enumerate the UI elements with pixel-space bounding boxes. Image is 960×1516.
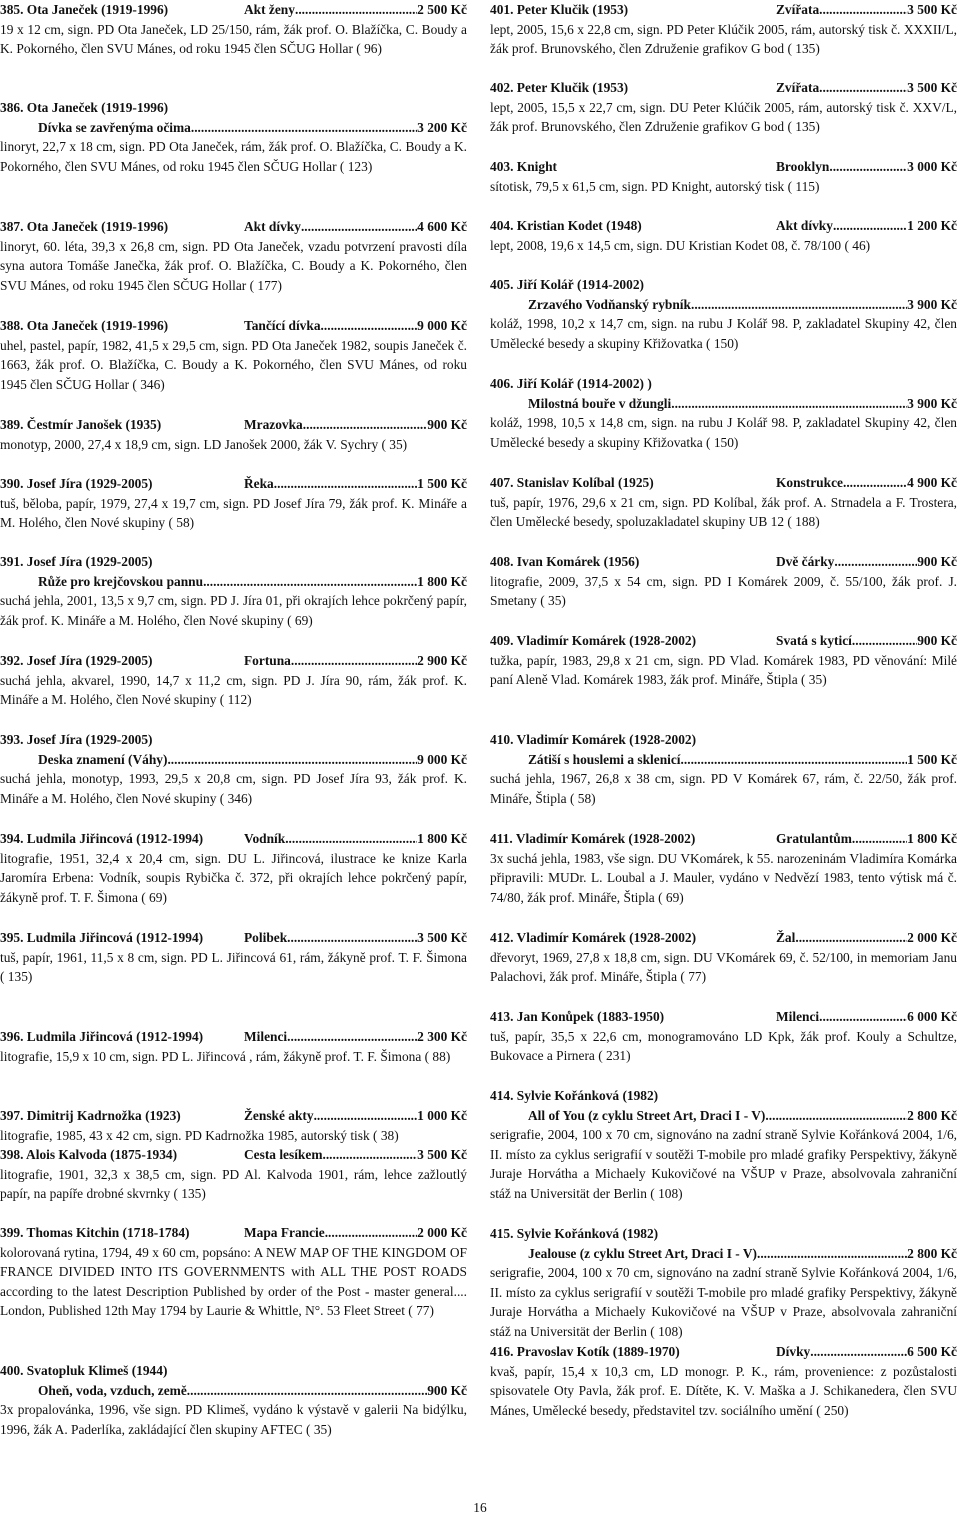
entry-header [490, 928, 957, 948]
price: 1 500 Kč [417, 476, 467, 491]
catalog-entry [490, 374, 957, 452]
leader-dots [314, 1106, 418, 1126]
artist-name: Vladimír Komárek (1928-2002) [516, 633, 697, 648]
entry-description: tuš, papír, 1961, 11,5 x 8 cm, sign. PD L. Jiřincová 61, rám, žákyně prof. T. F. Šimona ( 135) [0, 949, 467, 985]
entry-header [0, 928, 467, 948]
lot-number: 411. [490, 831, 513, 846]
artist-name: Kristian Kodet (1948) [516, 218, 642, 233]
entry-artist [0, 1145, 244, 1165]
catalog-entry [490, 473, 957, 532]
entry-description: litografie, 2009, 37,5 x 54 cm, sign. PD I Komárek 2009, č. 55/100, žák prof. J. Smetany ( 35) [490, 573, 957, 609]
leader-dots [671, 394, 907, 414]
artwork-title: Žal [776, 930, 796, 945]
leader-dots [321, 316, 418, 336]
lot-number: 406. [490, 376, 514, 391]
price: 2 500 Kč [417, 2, 467, 17]
artist-name: Jan Konůpek (1883-1950) [516, 1009, 665, 1024]
entry-description: 3x propalovánka, 1996, vše sign. PD Klimeš, vydáno k výstavě v galerii Na bidýlku, 1996, žák A. Paderlíka, zakládající člen skupiny AFTEC ( 35) [0, 1402, 467, 1437]
entry-header [0, 829, 467, 849]
catalog-entry [0, 415, 467, 454]
artist-name: Ludmila Jiřincová (1912-1994) [26, 831, 204, 846]
catalog-entry [0, 552, 467, 630]
price: 900 Kč [917, 554, 957, 569]
lot-number: 414. [490, 1088, 514, 1103]
leader-dots [795, 928, 907, 948]
artist-name: Peter Klučik (1953) [516, 80, 629, 95]
leader-dots [167, 750, 417, 770]
entry-description: sítotisk, 79,5 x 61,5 cm, sign. PD Knight, autorský tisk ( 115) [490, 178, 820, 194]
entry-description: monotyp, 2000, 27,4 x 18,9 cm, sign. LD Janošek 2000, žák V. Sychry ( 35) [0, 436, 408, 452]
price: 3 500 Kč [417, 930, 467, 945]
catalog-entry [0, 1223, 467, 1321]
artwork-title: All of You (z cyklu Street Art, Draci I - V) [528, 1107, 766, 1123]
catalog-entry [0, 316, 467, 394]
artwork-title: Oheň, voda, vzduch, země [38, 1382, 187, 1398]
leader-dots [833, 216, 907, 236]
catalog-entry [490, 1086, 957, 1204]
leader-dots [681, 750, 908, 770]
artist-name: Josef Jíra (1929-2005) [26, 653, 153, 668]
entry-title-line [490, 750, 957, 770]
lot-number: 386. [0, 100, 24, 115]
price: 1 800 Kč [907, 831, 957, 846]
entry-artist [490, 928, 776, 948]
catalog-entry [0, 651, 467, 710]
lot-number: 401. [490, 2, 514, 17]
entry-title-line [0, 118, 467, 138]
catalog-entry [490, 1342, 957, 1420]
price: 4 900 Kč [907, 475, 957, 490]
entry-artist [0, 829, 244, 849]
entry-description: lept, 2008, 19,6 x 14,5 cm, sign. DU Kristian Kodet 08, č. 78/100 ( 46) [490, 237, 871, 253]
price: 900 Kč [427, 417, 467, 432]
leader-dots [757, 1244, 907, 1264]
artwork-title: Zrzavého Vodňanský rybník [528, 296, 691, 312]
leader-dots [191, 118, 417, 138]
artwork-title: Tančící dívka [244, 318, 321, 333]
artwork-title: Konstrukce [776, 475, 843, 490]
lot-number: 403. [490, 159, 514, 174]
entry-title-line [0, 1381, 467, 1401]
entry-header [0, 217, 467, 237]
lot-number: 405. [490, 277, 514, 292]
entry-description: litografie, 1951, 32,4 x 20,4 cm, sign. DU L. Jiřincová, ilustrace ke knize Karla Jaromíra Erbena: Vodník, soupis Rybička č. 372, při okrajích lehce pokrčený papír, žákyně prof. T. F. Šimona ( 69) [0, 850, 467, 905]
entry-description: kolorovaná rytina, 1794, 49 x 60 cm, popsáno: A NEW MAP OF THE KINGDOM OF FRANCE DIVIDED INTO ITS GOVERNMENTS with ALL THE POST ROADS according to the latest Description Published by order of the Post - master general.... London, Published 12th May 1794 by Laurie & Whittle, N°. 53 Fleet Street ( 77) [0, 1244, 467, 1319]
leader-dots [303, 415, 427, 435]
price: 1 800 Kč [417, 573, 467, 589]
entry-header [490, 829, 957, 849]
catalog-entry [490, 928, 957, 987]
catalog-entry [490, 78, 957, 137]
entry-artist-line [0, 1361, 467, 1381]
entry-description: 3x suchá jehla, 1983, vše sign. DU VKomárek, k 55. narozeninám Vladimíra Komárka připravili: MUDr. L. Loubal a J. Mauler, vydáno v Nedvězí 1983, tento výtisk má č. 74/80, žák prof. Mináře, Štipla ( 69) [490, 850, 957, 905]
entry-artist [0, 0, 244, 20]
entry-title-line [0, 572, 467, 592]
artist-name: Vladimír Komárek (1928-2002) [516, 732, 697, 747]
entry-description: serigrafie, 2004, 100 x 70 cm, signováno na zadní straně Sylvie Kořánková 2004, 1/6, II. místo za cyklus serigrafií v soutěži T-mobile pro mladé grafiky Perspektivy, žákyně Juraje Horvátha a Michaely Kukovičové na VŠUP v Praze, absolvovala zahraniční stáž na Universität der Berlin ( 108) [490, 1127, 957, 1201]
leader-dots [322, 1145, 417, 1165]
entry-artist [490, 1342, 776, 1362]
entry-description: kvaš, papír, 15,4 x 10,3 cm, LD monogr. P. K., rám, provenience: z pozůstalosti spisovatele Oty Pavla, žák prof. E. Dítěte, K. V. Maška a J. Schikanedera, člen SVU Mánes, Umělecké besedy, představitel tzv. sociálního umění ( 250) [490, 1363, 957, 1418]
artwork-title: Brooklyn [776, 159, 830, 174]
entry-artist [490, 78, 776, 98]
artwork-title: Růže pro krejčovskou pannu [38, 573, 204, 589]
entry-artist-line [490, 1224, 957, 1244]
entry-header [490, 631, 957, 651]
entry-header [0, 474, 467, 494]
artist-name: Ota Janeček (1919-1996) [26, 2, 169, 17]
catalog-entry [490, 1007, 957, 1066]
artwork-title: Vodník [244, 831, 286, 846]
entry-header [0, 316, 467, 336]
entry-description: tuš, papír, 1976, 29,6 x 21 cm, sign. PD Kolíbal, žák prof. A. Strnadela a F. Trostera, člen Umělecké besedy, spoluzakladatel skupiny UB 12 ( 188) [490, 494, 957, 530]
leader-dots [852, 829, 907, 849]
entry-description: suchá jehla, monotyp, 1993, 29,5 x 20,8 cm, sign. PD Josef Jíra 93, žák prof. K. Mináře a M. Holého, člen Nové skupiny ( 346) [0, 771, 467, 806]
page-number: 16 [473, 1500, 487, 1515]
entry-description: suchá jehla, 2001, 13,5 x 9,7 cm, sign. PD J. Jíra 01, při okrajích lehce pokrčený papír, žák prof. K. Mináře a M. Holého, člen Nové skupiny ( 69) [0, 593, 467, 628]
catalog-entry [0, 829, 467, 907]
lot-number: 394. [0, 831, 24, 846]
artwork-title: Mrazovka [244, 417, 303, 432]
price: 1 800 Kč [417, 831, 467, 846]
entry-header [0, 1223, 467, 1243]
artist-name: Pravoslav Kotík (1889-1970) [516, 1344, 680, 1359]
artist-name: Ludmila Jiřincová (1912-1994) [26, 930, 204, 945]
leader-dots [301, 217, 417, 237]
entry-description: litografie, 15,9 x 10 cm, sign. PD L. Jiřincová , rám, žákyně prof. T. F. Šimona ( 88) [0, 1048, 451, 1064]
artwork-title: Mapa Francie [244, 1225, 325, 1240]
leader-dots [291, 651, 417, 671]
artist-name: Ivan Komárek (1956) [516, 554, 640, 569]
entry-description: koláž, 1998, 10,2 x 14,7 cm, sign. na rubu J Kolář 98. P, zakladatel Skupiny 42, člen Umělecké besedy a skupiny Křižovatka ( 150) [490, 316, 957, 351]
entry-artist [0, 1223, 244, 1243]
price: 9 000 Kč [417, 751, 467, 767]
lot-number: 390. [0, 476, 24, 491]
catalog-entry [0, 474, 467, 533]
entry-header [0, 0, 467, 20]
catalog-entry [0, 98, 467, 176]
leader-dots [765, 1106, 907, 1126]
entry-description: lept, 2005, 15,6 x 22,8 cm, sign. PD Peter Klúčik 2005, rám, autorský tisk č. XXXII/L, žák prof. Brunovského, člen Združenie grafikov G bod ( 135) [490, 21, 957, 57]
catalog-entry [490, 829, 957, 907]
artwork-title: Zvířata [776, 2, 820, 17]
leader-dots [810, 1342, 907, 1362]
lot-number: 391. [0, 554, 24, 569]
lot-number: 412. [490, 930, 514, 945]
entry-artist [490, 473, 776, 493]
lot-number: 402. [490, 80, 514, 95]
entry-header [490, 473, 957, 493]
leader-dots [287, 928, 417, 948]
price: 2 000 Kč [907, 930, 957, 945]
entry-description: tuš, běloba, papír, 1979, 27,4 x 19,7 cm, sign. PD Josef Jíra 79, žák prof. K. Mináře a M. Holého, člen Nové skupiny ( 58) [0, 495, 467, 531]
entry-description: uhel, pastel, papír, 1982, 41,5 x 29,5 cm, sign. PD Ota Janeček 1982, soupis Janeček č. 1663, žák prof. O. Blažíčka, C. Boudy a K. Pokorného, člen SVU Mánes, od roku 1945 člen SČUG Hollar ( 346) [0, 337, 467, 392]
catalog-entry [0, 928, 467, 987]
catalog-entry [0, 1145, 467, 1204]
lot-number: 387. [0, 219, 24, 234]
artwork-title: Dívka se zavřenýma očima [38, 119, 191, 135]
artwork-title: Jealouse (z cyklu Street Art, Draci I - V) [528, 1245, 757, 1261]
catalog-entry [490, 275, 957, 353]
artwork-title: Akt dívky [776, 218, 833, 233]
entry-artist [490, 216, 776, 236]
entry-description: serigrafie, 2004, 100 x 70 cm, signováno na zadní straně Sylvie Kořánková 2004, 1/6, II. místo za cyklus serigrafií v soutěži T-mobile pro mladé grafiky Perspektivy, žákyně Juraje Horvátha a Michaely Kukovičové na VŠUP v Praze, absolvovala zahraniční stáž na Universität der Berlin ( 108) [490, 1265, 957, 1339]
entry-description: suchá jehla, 1967, 26,8 x 38 cm, sign. PD V Komárek 67, rám, č. 22/50, žák prof. Mináře, Štipla ( 58) [490, 771, 957, 806]
entry-title-line [0, 750, 467, 770]
catalog-entry [0, 0, 467, 59]
artwork-title: Ženské akty [244, 1108, 314, 1123]
catalog-entry [0, 1027, 467, 1066]
artist-name: Knight [516, 159, 557, 174]
price: 3 900 Kč [907, 296, 957, 312]
entry-description: koláž, 1998, 10,5 x 14,8 cm, sign. na rubu J Kolář 98. P, zakladatel Skupiny 42, člen Umělecké besedy a skupiny Křižovatka ( 150) [490, 415, 957, 450]
entry-artist-line [490, 730, 957, 750]
artwork-title: Zvířata [776, 80, 820, 95]
entry-description: linoryt, 60. léta, 39,3 x 26,8 cm, sign. PD Ota Janeček, vzadu potvrzení pravosti díla syna autora Tomáše Janečka, žák prof. O. Blažíčka, C. Boudy a K. Pokorného, člen SVU Mánes, od roku 1945 člen SČUG Hollar ( 177) [0, 238, 467, 293]
catalog-entry [490, 730, 957, 808]
leader-dots [274, 474, 417, 494]
artwork-title: Akt ženy [244, 2, 295, 17]
price: 6 000 Kč [907, 1009, 957, 1024]
price: 900 Kč [427, 1382, 467, 1398]
leader-dots [187, 1381, 427, 1401]
leader-dots [295, 0, 417, 20]
entry-header [490, 0, 957, 20]
artist-name: Dimitrij Kadrnožka (1923) [26, 1108, 181, 1123]
artwork-title: Polibek [244, 930, 288, 945]
price: 3 500 Kč [417, 1147, 467, 1162]
artwork-title: Milenci [776, 1009, 820, 1024]
catalog-entry [490, 157, 957, 196]
entry-artist [490, 0, 776, 20]
leader-dots [819, 1007, 907, 1027]
leader-dots [203, 572, 417, 592]
entry-artist [0, 651, 244, 671]
entry-artist [0, 1106, 244, 1126]
artist-name: Josef Jíra (1929-2005) [26, 732, 153, 747]
artist-name: Vladimír Komárek (1928-2002) [515, 831, 696, 846]
entry-header [0, 1027, 467, 1047]
entry-header [0, 415, 467, 435]
entry-artist [0, 316, 244, 336]
catalog-entry [490, 631, 957, 690]
entry-artist-line [490, 374, 957, 394]
artist-name: Ota Janeček (1919-1996) [26, 318, 169, 333]
entry-artist [0, 928, 244, 948]
leader-dots [834, 552, 917, 572]
entry-artist [490, 1007, 776, 1027]
price: 3 500 Kč [907, 2, 957, 17]
lot-number: 396. [0, 1029, 24, 1044]
entry-header [490, 216, 957, 236]
leader-dots [819, 0, 907, 20]
price: 6 500 Kč [907, 1344, 957, 1359]
artist-name: Ota Janeček (1919-1996) [26, 219, 169, 234]
catalog-entry [490, 1224, 957, 1342]
entry-artist [490, 631, 776, 651]
leader-dots [852, 631, 917, 651]
artwork-title: Svatá s kyticí [776, 633, 852, 648]
artist-name: Peter Klučik (1953) [516, 2, 629, 17]
artist-name: Čestmír Janošek (1935) [26, 417, 162, 432]
price: 3 500 Kč [907, 80, 957, 95]
leader-dots [691, 295, 907, 315]
entry-title-line [490, 295, 957, 315]
artist-name: Josef Jíra (1929-2005) [26, 554, 153, 569]
price: 2 800 Kč [907, 1245, 957, 1261]
leader-dots [843, 473, 907, 493]
leader-dots [829, 157, 907, 177]
entry-artist [490, 157, 776, 177]
artist-name: Josef Jíra (1929-2005) [26, 476, 153, 491]
catalog-entry [0, 217, 467, 295]
artist-name: Sylvie Kořánková (1982) [516, 1226, 659, 1241]
entry-artist-line [490, 275, 957, 295]
artwork-title: Milenci [244, 1029, 288, 1044]
artist-name: Ludmila Jiřincová (1912-1994) [26, 1029, 204, 1044]
entry-description: tužka, papír, 1983, 29,8 x 21 cm, sign. PD Vlad. Komárek 1983, PD věnování: Milé paní Aleně Vlad. Komárek 1983, žák prof. Mináře, Štipla ( 35) [490, 652, 957, 688]
entry-header [490, 552, 957, 572]
lot-number: 416. [490, 1344, 514, 1359]
leader-dots [285, 829, 417, 849]
entry-title-line [490, 394, 957, 414]
catalog-entry [490, 0, 957, 59]
entry-description: 19 x 12 cm, sign. PD Ota Janeček, LD 25/150, rám, žák prof. O. Blažíčka, C. Boudy a K. Pokorného, člen SVU Mánes, od roku 1945 člen SČUG Hollar ( 96) [0, 21, 467, 57]
price: 3 000 Kč [907, 159, 957, 174]
catalog-entry [490, 552, 957, 611]
entry-header [490, 78, 957, 98]
price: 2 800 Kč [907, 1107, 957, 1123]
artwork-title: Cesta lesíkem [244, 1147, 323, 1162]
price: 9 000 Kč [417, 318, 467, 333]
artist-name: Stanislav Kolíbal (1925) [516, 475, 654, 490]
price: 1 500 Kč [907, 751, 957, 767]
catalog-entry [0, 1361, 467, 1439]
artwork-title: Zátiší s houslemi a sklenicí [528, 751, 681, 767]
entry-artist [0, 474, 244, 494]
entry-description: suchá jehla, akvarel, 1990, 14,7 x 11,2 cm, sign. PD J. Jíra 90, rám, žák prof. K. Mináře a M. Holého, člen Nové skupiny ( 112) [0, 672, 467, 708]
catalog-entry [490, 216, 957, 255]
artwork-title: Fortuna [244, 653, 291, 668]
price: 900 Kč [917, 633, 957, 648]
entry-header [0, 1106, 467, 1126]
entry-artist-line [0, 730, 467, 750]
entry-artist [0, 415, 244, 435]
artwork-title: Akt dívky [244, 219, 301, 234]
price: 3 900 Kč [907, 395, 957, 411]
artwork-title: Deska znamení (Váhy) [38, 751, 168, 767]
artwork-title: Gratulantům [776, 831, 852, 846]
entry-artist-line [0, 98, 467, 118]
entry-header [490, 1342, 957, 1362]
entry-header [0, 1145, 467, 1165]
entry-description: litografie, 1985, 43 x 42 cm, sign. PD Kadrnožka 1985, autorský tisk ( 38) [0, 1127, 399, 1143]
artist-name: Ota Janeček (1919-1996) [26, 100, 169, 115]
lot-number: 392. [0, 653, 24, 668]
lot-number: 398. [0, 1147, 24, 1162]
entry-artist-line [0, 552, 467, 572]
price: 2 900 Kč [417, 653, 467, 668]
artwork-title: Dvě čárky [776, 554, 835, 569]
artist-name: Jiří Kolář (1914-2002) [516, 277, 644, 292]
entry-artist [0, 1027, 244, 1047]
artist-name: Svatopluk Klimeš (1944) [26, 1363, 168, 1378]
price: 1 200 Kč [907, 218, 957, 233]
lot-number: 385. [0, 2, 24, 17]
lot-number: 408. [490, 554, 514, 569]
artist-name: Sylvie Kořánková (1982) [516, 1088, 659, 1103]
catalog-entry [0, 1106, 467, 1145]
price: 3 200 Kč [417, 119, 467, 135]
artist-name: Jiří Kolář (1914-2002) ) [516, 376, 652, 391]
lot-number: 409. [490, 633, 514, 648]
entry-header [490, 1007, 957, 1027]
lot-number: 410. [490, 732, 514, 747]
price: 2 000 Kč [417, 1225, 467, 1240]
lot-number: 415. [490, 1226, 514, 1241]
entry-description: tuš, papír, 35,5 x 22,6 cm, monogramováno LD Kpk, žák prof. Kouly a Schultze, Bukovace a Pirnera ( 231) [490, 1028, 957, 1064]
lot-number: 407. [490, 475, 514, 490]
lot-number: 389. [0, 417, 24, 432]
lot-number: 399. [0, 1225, 24, 1240]
entry-title-line [490, 1106, 957, 1126]
leader-dots [819, 78, 907, 98]
entry-description: litografie, 1901, 32,3 x 38,5 cm, sign. PD Al. Kalvoda 1901, rám, lehce zažloutlý papír, na papíře drobné skvrnky ( 135) [0, 1166, 467, 1202]
artist-name: Thomas Kitchin (1718-1784) [26, 1225, 190, 1240]
lot-number: 393. [0, 732, 24, 747]
entry-header [490, 157, 957, 177]
entry-description: dřevoryt, 1969, 27,8 x 18,8 cm, sign. DU VKomárek 69, č. 52/100, in memoriam Janu Palachovi, žák prof. Mináře, Štipla ( 77) [490, 949, 957, 985]
lot-number: 413. [490, 1009, 514, 1024]
entry-description: linoryt, 22,7 x 18 cm, sign. PD Ota Janeček, rám, žák prof. O. Blažíčka, C. Boudy a K. Pokorného, člen SVU Mánes, od roku 1945 člen SČUG Hollar ( 123) [0, 139, 467, 174]
entry-description: lept, 2005, 15,5 x 22,7 cm, sign. DU Peter Klúčik 2005, rám, autorský tisk č. XXV/L, žák prof. Brunovského, člen Združenie grafikov G bod ( 135) [490, 99, 957, 135]
price: 2 300 Kč [417, 1029, 467, 1044]
artist-name: Alois Kalvoda (1875-1934) [26, 1147, 178, 1162]
lot-number: 388. [0, 318, 24, 333]
artist-name: Vladimír Komárek (1928-2002) [516, 930, 697, 945]
entry-title-line [490, 1244, 957, 1264]
artwork-title: Řeka [244, 476, 274, 491]
lot-number: 404. [490, 218, 514, 233]
entry-header [0, 651, 467, 671]
lot-number: 400. [0, 1363, 24, 1378]
artwork-title: Milostná bouře v džungli [528, 395, 672, 411]
catalog-entry [0, 730, 467, 808]
leader-dots [325, 1223, 417, 1243]
lot-number: 397. [0, 1108, 24, 1123]
price: 4 600 Kč [417, 219, 467, 234]
entry-artist [490, 552, 776, 572]
entry-artist [0, 217, 244, 237]
entry-artist-line [490, 1086, 957, 1106]
leader-dots [287, 1027, 417, 1047]
price: 1 000 Kč [417, 1108, 467, 1123]
lot-number: 395. [0, 930, 24, 945]
entry-artist [490, 829, 776, 849]
artwork-title: Dívky [776, 1344, 811, 1359]
